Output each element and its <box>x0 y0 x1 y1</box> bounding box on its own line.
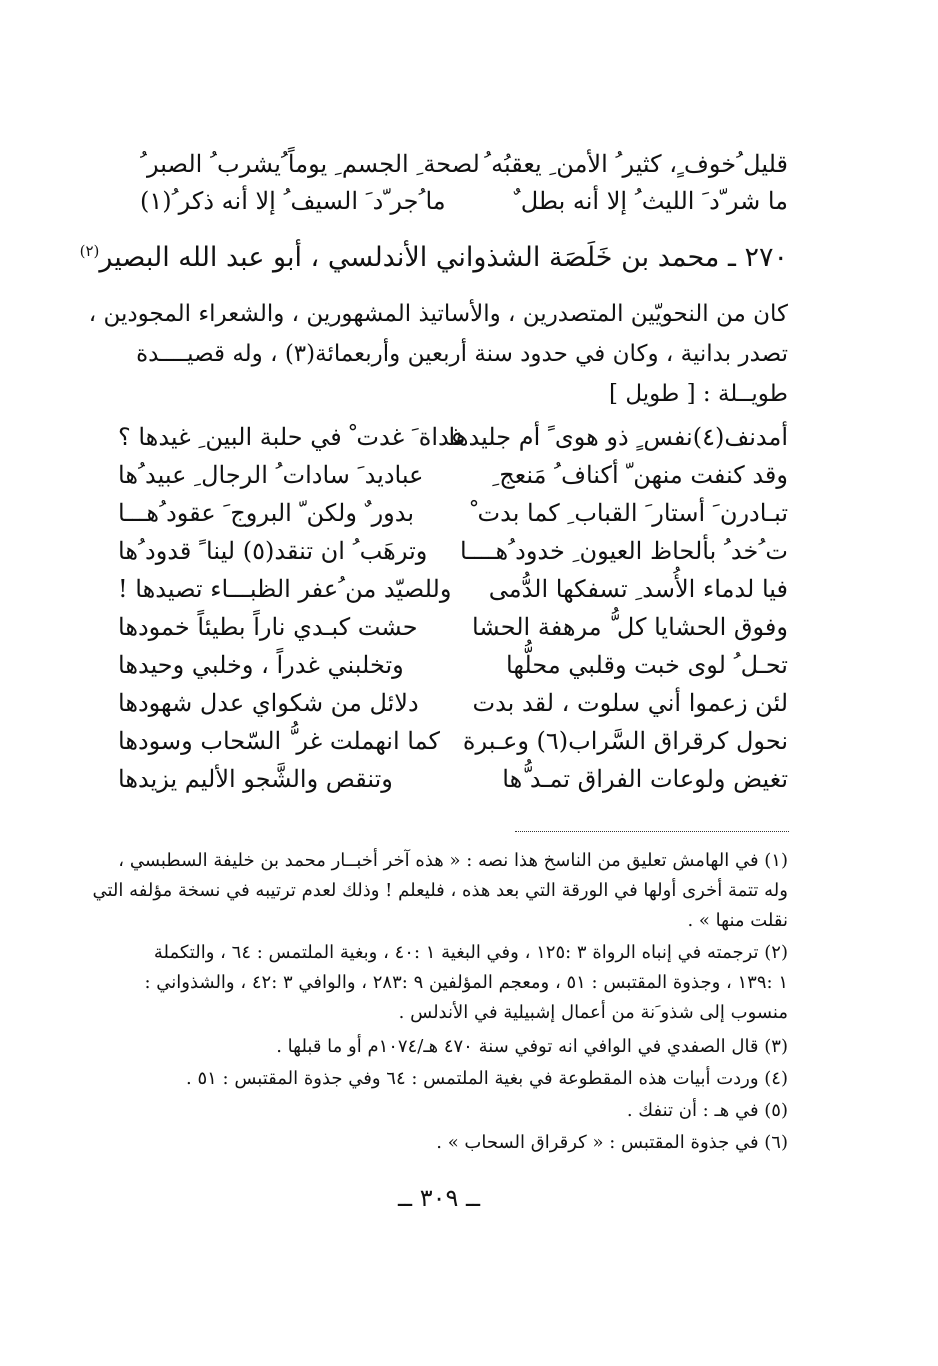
poem-verse-10-left: وتنقص والشَّجو الأليم يزيدها <box>118 765 393 793</box>
footnote-1-line-2: وله تتمة أخرى أولها في الورقة التي بعد هذه ، فليعلم ! وذلك لعدم ترتيبه في نسخة مؤلفه التي <box>92 880 788 901</box>
entry-heading <box>80 242 788 273</box>
poem-verse-7-right: تحـل ُ لوى خبت وقلبي محلُّها <box>506 651 788 679</box>
poem-verse-1-right: أمدنف(٤)نفس ٍ ذو هوى ً أم جليدها <box>448 423 788 451</box>
footnote-2-line-2: ١ :١٣٩ ، وجذوة المقتبس : ٥١ ، ومعجم المؤلفين ٩ :٢٨٣ ، والوافي ٣ :٤٢ ، والشذواني : <box>144 972 788 993</box>
page-number: ــ ٣٠٩ ــ <box>398 1184 481 1212</box>
footnote-5: (٥) في هـ : أن تنفك . <box>626 1100 788 1121</box>
opening-verse-1-right: قليل ُخوف ٍ، كثير ُ الأمن ِ يعقبُه ُ <box>484 150 788 178</box>
footnote-4: (٤) وردت أبيات هذه المقطوعة في بغية الملتمس : ٦٤ وفي جذوة المقتبس : ٥١ . <box>186 1068 788 1089</box>
poem-verse-6-right: وفوق الحشايا كل ُّ مرهفة الحشا <box>472 613 788 641</box>
poem-verse-4-left: وترهَب ُ ان تنقد(٥) لينا ً قدود ُها <box>118 537 428 565</box>
bio-line-2: تصدر بدانية ، وكان في حدود سنة أربعين وأربعمائة(٣) ، وله قصيــــدة <box>136 341 788 367</box>
footnote-2-line-3: منسوب إلى شذو َنة من أعمال إشبيلية في الأندلس . <box>398 1002 788 1023</box>
poem-verse-3-left: بدور ٌ ولكن ّ البروج َ عقود ُهـــا <box>118 499 415 527</box>
poem-verse-3-right: تبـادرن َ أستار َ القباب ِ كما بدت ْ <box>470 499 788 527</box>
poem-verse-9-right: نحول كرقراق السَّراب(٦) وعـبرة <box>462 727 788 755</box>
footnote-separator <box>515 831 789 832</box>
footnote-2-line-1: (٢) ترجمته في إنباه الرواة ٣ :١٢٥ ، وفي البغية ١ :٤٠ ، وبغية الملتمس : ٦٤ ، والتكملة <box>153 942 788 963</box>
opening-verse-2-left: ما ُجر ّد َ السيف ُ إلا أنه ذكر ُ(١) <box>140 187 446 215</box>
poem-verse-10-right: تغيض ولوعات الفراق تمـد ُّها <box>502 765 788 793</box>
poem-verse-2-right: وقد كنفت منهن ّ أكناف ُ مَنعج ِ <box>492 461 788 489</box>
poem-verse-6-left: حشت كبـدي ناراً بطيئاً خمودها <box>118 613 418 641</box>
footnote-3: (٣) قال الصفدي في الوافي انه توفي سنة ٤٧٠ هـ/١٠٧٤م أو ما قبلها . <box>276 1036 788 1057</box>
footnote-1-line-3: نقلت منها » . <box>687 910 788 931</box>
entry-heading-footnote-ref: (٢) <box>79 242 100 260</box>
bio-line-1: كان من النحويّين المتصدرين ، والأساتيذ المشهورين ، والشعراء المجودين ، <box>88 301 788 327</box>
poem-verse-4-right: ت ُخد ُ بألحاظ العيون ِ خدود ُهــــا <box>460 537 788 565</box>
opening-verse-2-right: ما شر ّد َ الليث ُ إلا أنه بطل ٌ <box>513 187 788 215</box>
footnote-6: (٦) في جذوة المقتبس : « كرقراق السحاب » . <box>436 1132 788 1153</box>
poem-verse-5-left: وللصيّد من ُعفر الظبـــاء تصيدها ! <box>118 575 452 603</box>
poem-verse-8-right: لئن زعموا أني سلوت ، لقد بدت <box>472 689 788 717</box>
poem-verse-7-left: وتخلبني غدراً ، وخلبي وحيدها <box>118 651 404 679</box>
poem-verse-1-left: غداة َ غدت ْ في حلبة البين ِ غيدها ؟ <box>118 423 464 451</box>
bio-line-3: طويــلة : [ طويل ] <box>609 381 788 407</box>
opening-verse-1-left: لصحة ِ الجسم ِ يوماً ُيشرب ُ الصبر ُ <box>140 150 480 178</box>
poem-verse-2-left: عباديد َ سادات ُ الرجال ِ عبيد ُها <box>118 461 424 489</box>
poem-verse-5-right: فيا لدماء الأُسد ِ تسفكها الدُّمى <box>488 575 788 603</box>
poem-verse-9-left: كما انهملت غر ُّ السّحاب وسودها <box>118 727 440 755</box>
poem-verse-8-left: دلائل من شكواي عدل شهودها <box>118 689 419 717</box>
entry-heading-text: ٢٧٠ ـ محمد بن خَلَصَة الشذواني الأندلسي ، أبو عبد الله البصير <box>99 242 788 273</box>
footnote-1-line-1: (١) في الهامش تعليق من الناسخ هذا نصه : « هذه آخر أخبــار محمد بن خليفة السطبسي ، <box>118 850 788 871</box>
